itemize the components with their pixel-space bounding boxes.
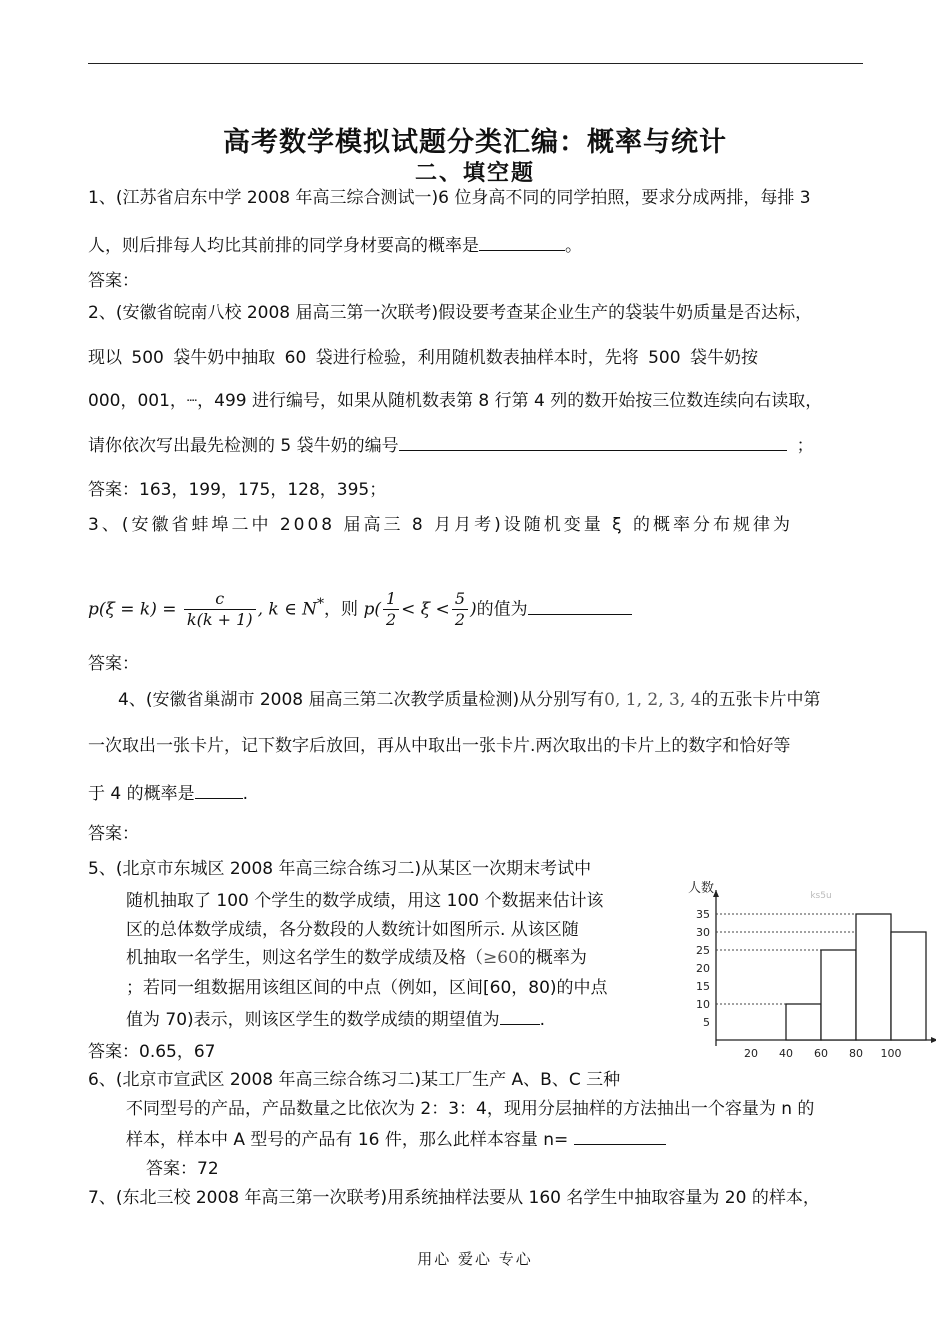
q5-text-b: 的概率为	[518, 948, 587, 968]
x-tick-label: 20	[744, 1047, 758, 1060]
y-axis-label: 人数	[688, 881, 715, 896]
q3-half	[383, 589, 399, 630]
histogram-bar	[891, 932, 926, 1040]
q4-line1	[118, 688, 820, 712]
q3-half-num: 1	[383, 589, 399, 610]
q3-frac-num: c	[184, 589, 256, 610]
page-title: 高考数学模拟试题分类汇编：概率与统计	[223, 127, 727, 158]
q6-blank[interactable]	[574, 1126, 666, 1145]
header-rule	[88, 63, 863, 64]
q4-end: .	[242, 784, 249, 804]
q3-sup: *	[316, 596, 325, 612]
q1-line1: 1、(江苏省启东中学 2008 年高三综合测试一)6 位身高不同的同学拍照，要求分成两排，每排 3	[88, 188, 811, 208]
q5-line5: ；若同一组数据用该组区间的中点（例如，区间[60，80)的中点	[126, 978, 608, 998]
q3-formula-left: p(ξ = k) =	[88, 599, 177, 620]
histogram-bar	[821, 950, 856, 1040]
x-tick-label: 80	[849, 1047, 863, 1060]
q4-numbers: 0, 1, 2, 3, 4	[604, 690, 702, 710]
score-histogram	[686, 880, 936, 1060]
q2-line2: 现以 500 袋牛奶中抽取 60 袋进行检验，利用随机数表抽样本时，先将 500 袋牛奶按	[88, 348, 758, 368]
q2-line1: 2、(安徽省皖南八校 2008 届高三第一次联考)假设要考查某企业生产的袋装牛奶质量是否达标，	[88, 303, 813, 323]
q3-close: )	[470, 599, 477, 620]
q2-line3: 000，001，┈，499 进行编号，如果从随机数表第 8 行第 4 列的数开始按三位数连续向右读取，	[88, 391, 823, 411]
q4-line2: 一次取出一张卡片，记下数字后放回，再从中取出一张卡片.两次取出的卡片上的数字和恰好等	[88, 736, 791, 756]
q6-line3	[126, 1126, 666, 1152]
q5-end: .	[539, 1010, 546, 1030]
q5-text-a: 机抽取一名学生，则这名学生的数学成绩及格（	[126, 948, 483, 968]
q3-blank[interactable]	[528, 596, 632, 615]
q5-line2: 随机抽取了 100 个学生的数学成绩，用这 100 个数据来估计该	[126, 891, 604, 911]
q5-line4	[126, 946, 587, 970]
chart-watermark: ks5u	[810, 891, 832, 901]
q3-five-num: 5	[452, 589, 468, 610]
histogram-bar	[856, 914, 891, 1040]
q3-formula-mid: , k ∈ N	[257, 599, 317, 620]
q4-blank[interactable]	[195, 780, 243, 799]
histogram-bar	[786, 1004, 821, 1040]
q6-line1: 6、(北京市宣武区 2008 年高三综合练习二)某工厂生产 A、B、C 三种	[88, 1070, 621, 1090]
y-tick-label: 15	[696, 980, 710, 993]
q2-text: 请你依次写出最先检测的 5 袋牛奶的编号	[88, 436, 399, 456]
y-tick-label: 5	[703, 1016, 710, 1029]
q1-blank[interactable]	[479, 232, 565, 251]
q3-answer: 答案：	[88, 654, 139, 674]
q3-lt: < ξ <	[401, 599, 450, 620]
q5-answer: 答案：0.65，67	[88, 1042, 216, 1062]
x-axis-arrow	[931, 1037, 936, 1043]
q4-text-b: 的五张卡片中第	[701, 690, 821, 710]
y-tick-label: 35	[696, 908, 710, 921]
q4-line3	[88, 780, 248, 806]
x-tick-label: 40	[779, 1047, 793, 1060]
q1-line2	[88, 232, 582, 258]
q1-text: 人，则后排每人均比其前排的同学身材要高的概率是	[88, 236, 479, 256]
q7-line1: 7、(东北三校 2008 年高三第一次联考)用系统抽样法要从 160 名学生中抽取容量为 20 的样本，	[88, 1188, 820, 1208]
q4-answer: 答案：	[88, 824, 139, 844]
q3-half-den: 2	[385, 610, 397, 630]
q3-p: p(	[363, 599, 381, 620]
q4-text: 于 4 的概率是	[88, 784, 195, 804]
q6-answer: 答案：72	[146, 1159, 219, 1179]
x-tick-label: 60	[814, 1047, 828, 1060]
q3-tail: 的值为	[476, 599, 528, 620]
q2-answer: 答案：163，199，175，128，395；	[88, 480, 387, 500]
y-tick-label: 30	[696, 926, 710, 939]
q6-text: 样本，样本中 A 型号的产品有 16 件，那么此样本容量 n=	[126, 1130, 569, 1150]
y-tick-label: 25	[696, 944, 710, 957]
q3-five-den: 2	[454, 610, 465, 630]
q3-then: ，则	[324, 599, 359, 620]
q1-answer: 答案：	[88, 271, 139, 291]
q4-text-a: 4、(安徽省巢湖市 2008 届高三第二次教学质量检测)从分别写有	[118, 690, 605, 710]
q5-line3: 区的总体数学成绩，各分数段的人数统计如图所示. 从该区随	[126, 920, 579, 940]
y-tick-label: 20	[696, 962, 710, 975]
q6-line2: 不同型号的产品，产品数量之比依次为 2：3：4，现用分层抽样的方法抽出一个容量为 n 的	[126, 1099, 815, 1119]
q5-blank[interactable]	[500, 1006, 540, 1025]
q3-line1: 3、(安徽省蚌埠二中 2008 届高三 8 月月考)设随机变量 ξ 的概率分布规律为	[88, 515, 794, 535]
page-footer: 用心 爱心 专心	[417, 1250, 533, 1268]
x-tick-label: 100	[880, 1047, 902, 1060]
q5-text: 值为 70)表示，则该区学生的数学成绩的期望值为	[126, 1010, 500, 1030]
q2-end: ；	[796, 436, 814, 456]
q3-frac-den: k(k + 1)	[186, 610, 253, 630]
section-title: 二、填空题	[414, 161, 535, 186]
q5-line1: 5、(北京市东城区 2008 年高三综合练习二)从某区一次期末考试中	[88, 859, 592, 879]
q3-five-half	[452, 589, 468, 630]
q2-blank[interactable]	[399, 432, 787, 451]
q2-line4	[88, 432, 814, 458]
q5-math: ≥60	[483, 948, 519, 968]
q5-line6	[126, 1006, 545, 1032]
q1-end: 。	[565, 236, 582, 256]
q3-fraction	[184, 589, 256, 630]
y-tick-label: 10	[696, 998, 710, 1011]
q3-formula	[88, 580, 632, 634]
